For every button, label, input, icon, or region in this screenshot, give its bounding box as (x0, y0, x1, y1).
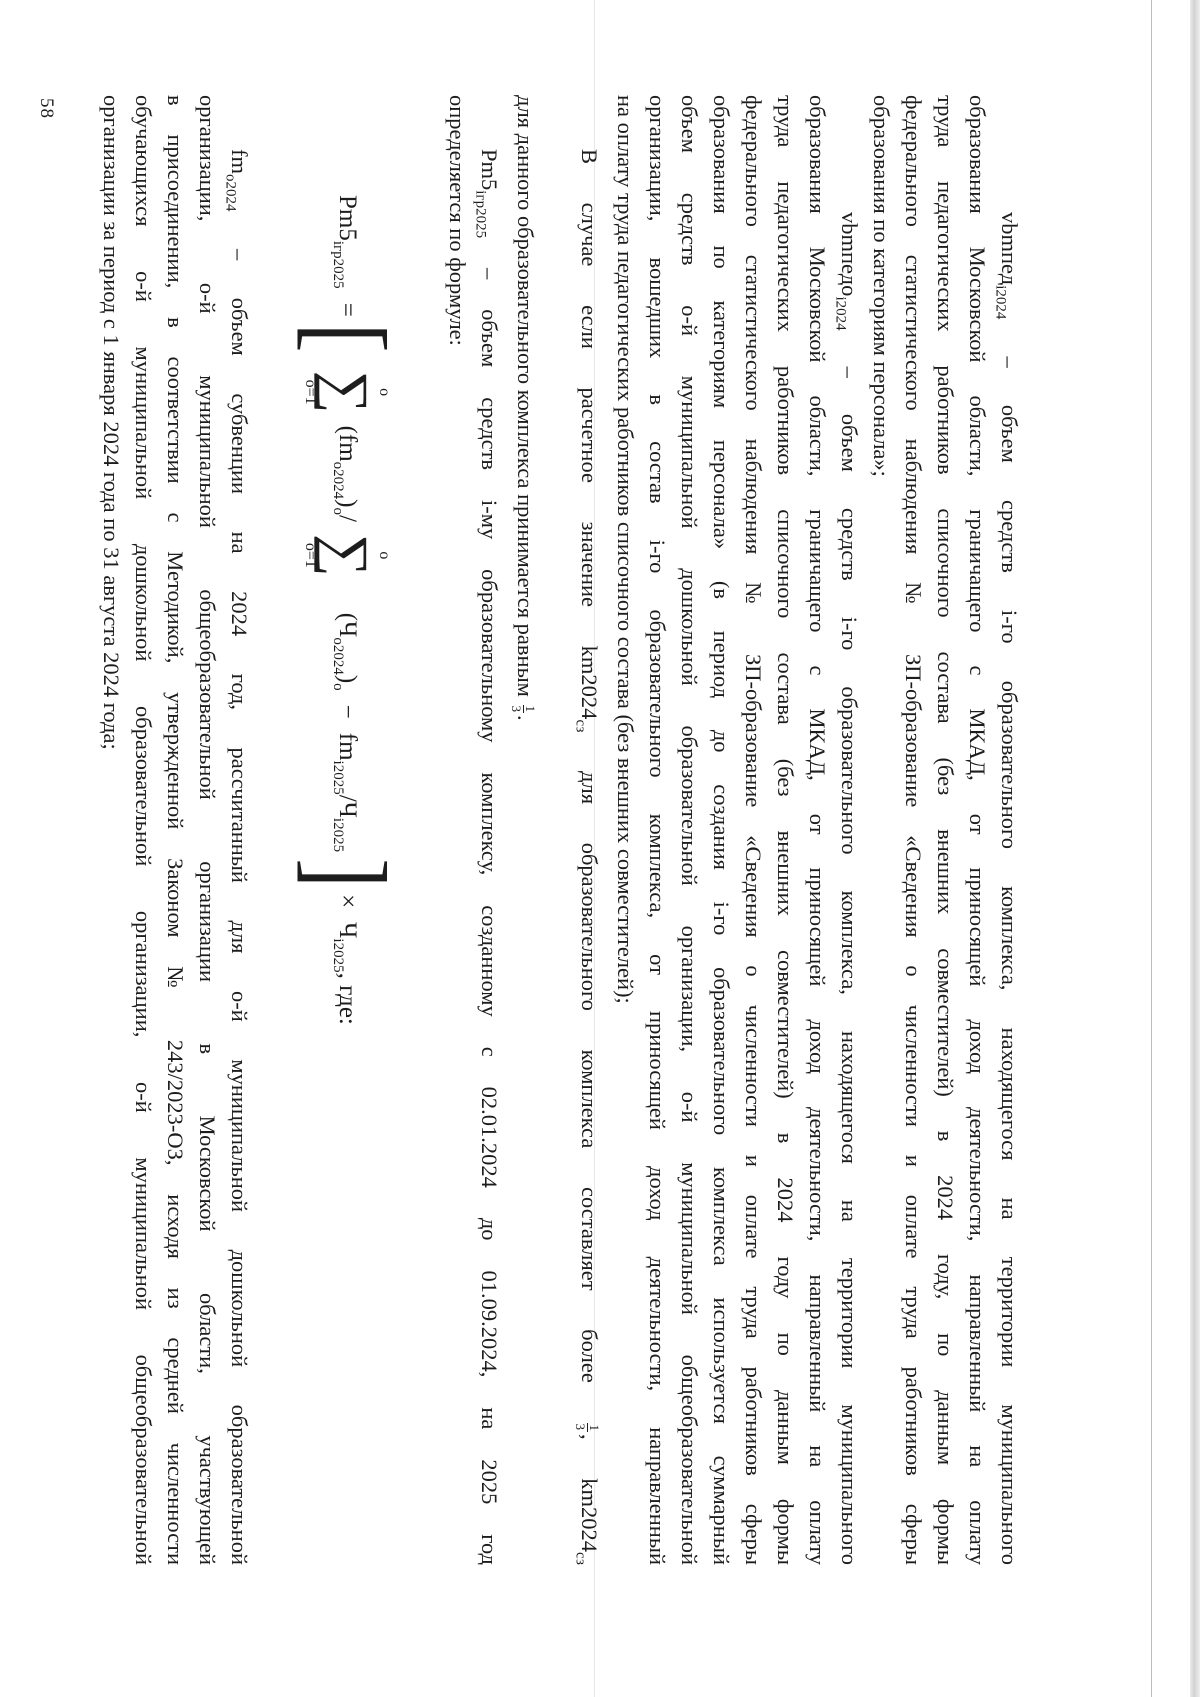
text-line-17: определяется по формуле: (445, 95, 470, 346)
text-line-19: организации, о-й муниципальной общеобразовательной организации в Московской области, участвующей (195, 95, 220, 1565)
text-line-16: $Pm5_{iгр2025}$ – объем средств i-му образовательному комплексу, созданному с 02.01.2024 до 01.09.2024, на 2025 год (473, 149, 502, 1565)
fraction-one-third: 1 3 (572, 1423, 602, 1431)
formula-minus: − (334, 704, 361, 719)
formula-ch-final: $Ч_{i2025}$ (330, 922, 361, 973)
text-line-3: труда педагогических работников списочного состава (без внешних совместителей) в 2024 году, по данным формы (933, 95, 958, 1565)
formula-eq: = (334, 302, 361, 317)
text-line-13: на оплату труда педагогических работников списочного состава (без внешних совместителей); (613, 95, 638, 1004)
formula-fm-i: $fm_{i2025}$ (330, 732, 361, 795)
formula-ch-i: $Ч_{i2025}$ (330, 801, 361, 853)
sum-symbol-1: о ∑ о=1 (302, 370, 393, 414)
text-line-12: организации, вошедших в состав i-го образовательного комплекса, от приносящей доход деятельности, направленный (645, 95, 670, 1565)
page-number: 58 (36, 98, 57, 119)
formula-bracket-close: ] (288, 858, 407, 889)
formula-slash-1: / (334, 515, 361, 522)
text-line-10: образования по категориям персонала» (в период до создания i-го образовательного комплекса используется суммарный (709, 95, 734, 1565)
text-line-9: федерального статистического наблюдения № ЗП-образование «Сведения о численности и оплате труда работников сферы (741, 95, 766, 1565)
formula-slash-2: / (334, 794, 361, 802)
scan-line (1151, 0, 1152, 1697)
text-line-7: образования Московской области, граничащего с МКАД, от приносящей доход деятельности, направленный на оплату (805, 95, 830, 1565)
text-line-5: образования по категориям персонала»; (869, 95, 894, 477)
text-line-15: для данного образовательного комплекса принимается равным 1 3 . (508, 95, 538, 721)
text-line-11: объем средств о-й муниципальной дошкольной образовательной организации, о-й муниципальной общеобразовательной (677, 95, 702, 1565)
text-line-22: организации за период с 1 января 2024 года по 31 августа 2024 года; (99, 95, 124, 750)
formula-block (288, 95, 441, 1565)
text-line-6: vbmпедо$_{i2024}$ – объем средств i-го образовательного комплекса, находящегося на территории муниципального (833, 212, 862, 1565)
text-line-14: В случае если расчетное значение $km2024_{сз}$ для образовательного комплекса составляет более 1 3 , $km2024_{сз}$ (572, 149, 602, 1565)
fraction-one-third-2: 1 3 (508, 705, 538, 713)
formula-term-fm: $(fm_{o2024})_о$ (330, 425, 361, 515)
text-line-1: vbmпед$_{i2024}$ – объем средств i-го образовательного комплекса, находящегося на территории муниципального (993, 212, 1022, 1565)
text-line-2: образования Московской области, граничащего с МКАД, от приносящей доход деятельности, направленный на оплату (965, 95, 990, 1565)
text-line-4: федерального статистического наблюдения № ЗП-образование «Сведения о численности и оплате труда работников сферы (901, 95, 926, 1565)
formula-lhs: $Pm5_{iгр2025}$ (330, 195, 361, 289)
text-line-20: в присоединении, в соответствии с Методикой, утвержденной Законом № 243/2023-ОЗ, исходя из средней численности (163, 95, 188, 1565)
formula-where: , где: (334, 972, 361, 1025)
text-line-8: труда педагогических работников списочного состава (без внешних совместителей) в 2024 году по данным формы (773, 95, 798, 1565)
text-line-18: $fm_{o2024}$ – объем субвенции на 2024 год, рассчитанный для о-й муниципальной дошкольной образовательной (223, 149, 252, 1565)
formula-times: × (334, 894, 361, 909)
scan-edge (1190, 0, 1200, 1697)
formula-bracket-open: [ (288, 322, 407, 353)
formula-term-ch: $(Ч_{o2024})_о$ (330, 612, 361, 691)
text-line-21: обучающихся о-й муниципальной дошкольной образовательной организации, о-й муниципальной общеобразовательной (131, 95, 156, 1565)
sum-symbol-2: о ∑ о=1 (302, 533, 393, 577)
document-body (99, 95, 1025, 1565)
